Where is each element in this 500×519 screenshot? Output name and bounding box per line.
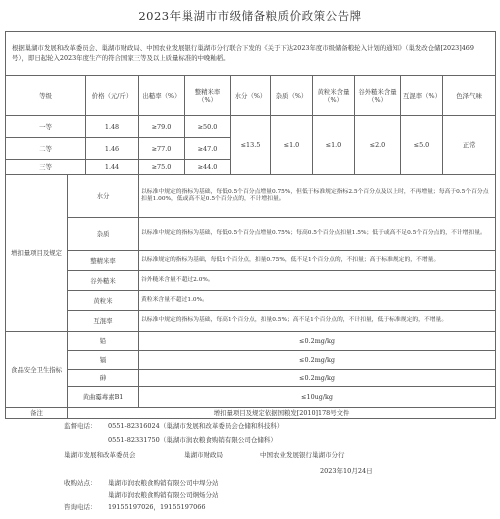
header-mixed: 谷外糙米含量（%） [355,76,401,116]
receive-label: 收购站点： [64,479,97,487]
org-finance: 巢湖市财政局 [184,451,223,459]
receive-site-1: 巢湖市润农粮食购销有限公司中垾分站 [108,479,219,487]
grade-row [6,116,496,138]
deduction-label: 增扣量项目及规定 [6,175,68,332]
header-impurity: 杂质（%） [271,76,313,116]
safety-row [6,332,496,351]
safety-row [6,351,496,370]
header-row [6,76,496,116]
header-yield: 出糙率（%） [139,76,185,116]
header-smell: 色泽气味 [443,76,496,116]
consult-phone: 19155197026，19155197066 [108,503,206,511]
deduction-row [6,251,496,271]
deduction-row [6,291,496,311]
safety-item-value: ≤0.2mg/kg [139,351,496,370]
deduction-row [6,271,496,291]
remark-label: 备注 [6,408,68,419]
mixed-value: ≤2.0 [355,116,401,175]
remark-row [6,408,496,419]
deduction-item-text: 以标准中规定的指标为基础，每高1个百分点，扣量0.5%；高不足1个百分点的，不计扣量，低于标准规定的，不增量。 [139,311,496,332]
header-mutual: 互混率（%） [401,76,443,116]
page-title: 2023年巢湖市市级储备粮质价政策公告牌 [138,9,362,23]
supervise-phone-2: 0551-82331750（巢湖市润农粮食购销有限公司仓储科） [108,436,277,444]
safety-item-value: ≤0.2mg/kg [139,332,496,351]
deduction-item-text: 黄粒米含量不超过1.0%。 [139,291,496,311]
mutual-value: ≤5.0 [401,116,443,175]
receive-site-2: 巢湖市润农粮食购销有限公司烔炀分站 [108,491,219,499]
safety-item-name: 砷 [68,370,139,387]
grade-cell: 二等 [6,138,86,160]
whole-rice-cell: ≥50.0 [185,116,231,138]
deduction-row [6,175,496,218]
org-bank: 中国农业发展银行巢湖市分行 [260,451,345,459]
safety-item-value: ≤0.2mg/kg [139,370,496,387]
header-yellow: 黄粒米含量（%） [313,76,355,116]
yield-cell: ≥79.0 [139,116,185,138]
price-cell: 1.46 [86,138,139,160]
safety-item-name: 镉 [68,351,139,370]
moisture-value: ≤13.5 [231,116,271,175]
safety-label: 食品安全卫生指标 [6,332,68,408]
header-moisture: 水分（%） [231,76,271,116]
price-cell: 1.44 [86,160,139,175]
yellow-value: ≤1.0 [313,116,355,175]
safety-item-value: ≤10ug/kg [139,387,496,408]
impurity-value: ≤1.0 [271,116,313,175]
deduction-row [6,311,496,332]
whole-rice-cell: ≥47.0 [185,138,231,160]
notice-date: 2023年10月24日 [320,467,373,475]
yield-cell: ≥75.0 [139,160,185,175]
deduction-item-name: 黄粒米 [68,291,139,311]
policy-table [5,31,496,419]
remark-text: 增扣量项目及规定依据国粮发[2010]178号文件 [68,408,496,419]
safety-row [6,370,496,387]
header-price: 价格（元/斤） [86,76,139,116]
deduction-item-text: 谷外糙米含量不超过2.0%。 [139,271,496,291]
deduction-item-name: 整精米率 [68,251,139,271]
safety-row [6,387,496,408]
safety-item-name: 黄曲霉毒素B1 [68,387,139,408]
price-cell: 1.48 [86,116,139,138]
safety-item-name: 铅 [68,332,139,351]
yield-cell: ≥77.0 [139,138,185,160]
deduction-item-text: 以标准规定的指标为基础，每低1个百分点，扣量0.75%，低不足1个百分点的，不扣量；高于标准规定的，不增量。 [139,251,496,271]
deduction-item-name: 谷外糙米 [68,271,139,291]
supervise-label: 监督电话： [64,422,97,430]
deduction-row [6,218,496,251]
deduction-item-name: 互混率 [68,311,139,332]
grade-cell: 一等 [6,116,86,138]
deduction-item-text: 以标准中规定的指标为基础，每低0.5个百分点增量0.75%，但低于标准规定指标2.5个百分点及以上时，不再增量；每高于0.5个百分点扣量1.00%，低或高不足0.5个百分点的，不计增扣量。 [139,175,496,218]
header-whole-rice: 整精米率（%） [185,76,231,116]
whole-rice-cell: ≥44.0 [185,160,231,175]
org-ndrc: 巢湖市发展和改革委员会 [64,451,136,459]
consult-label: 咨询电话： [64,503,97,511]
intro-text: 根据巢湖市发展和改革委员会、巢湖市财政局、中国农业发展银行巢湖市分行联合下发的《关于下达2023年度市级储备粮轮入计划的通知》（巢发改仓储[2023]469号），即日起轮入2023年度生产的符合国家三等及以上质量标准的中晚籼稻。 [6,32,496,76]
deduction-item-text: 以标准中规定的指标为基础，每低0.5个百分点增量0.75%；每高0.5个百分点扣量1.5%；低于或高不足0.5个百分点的，不计增扣量。 [139,218,496,251]
deduction-item-name: 杂质 [68,218,139,251]
header-grade: 等级 [6,76,86,116]
smell-value: 正常 [443,116,496,175]
deduction-item-name: 水分 [68,175,139,218]
grade-cell: 三等 [6,160,86,175]
supervise-phone-1: 0551-82316024（巢湖市发展和改革委员会仓储和科技科） [108,422,284,430]
